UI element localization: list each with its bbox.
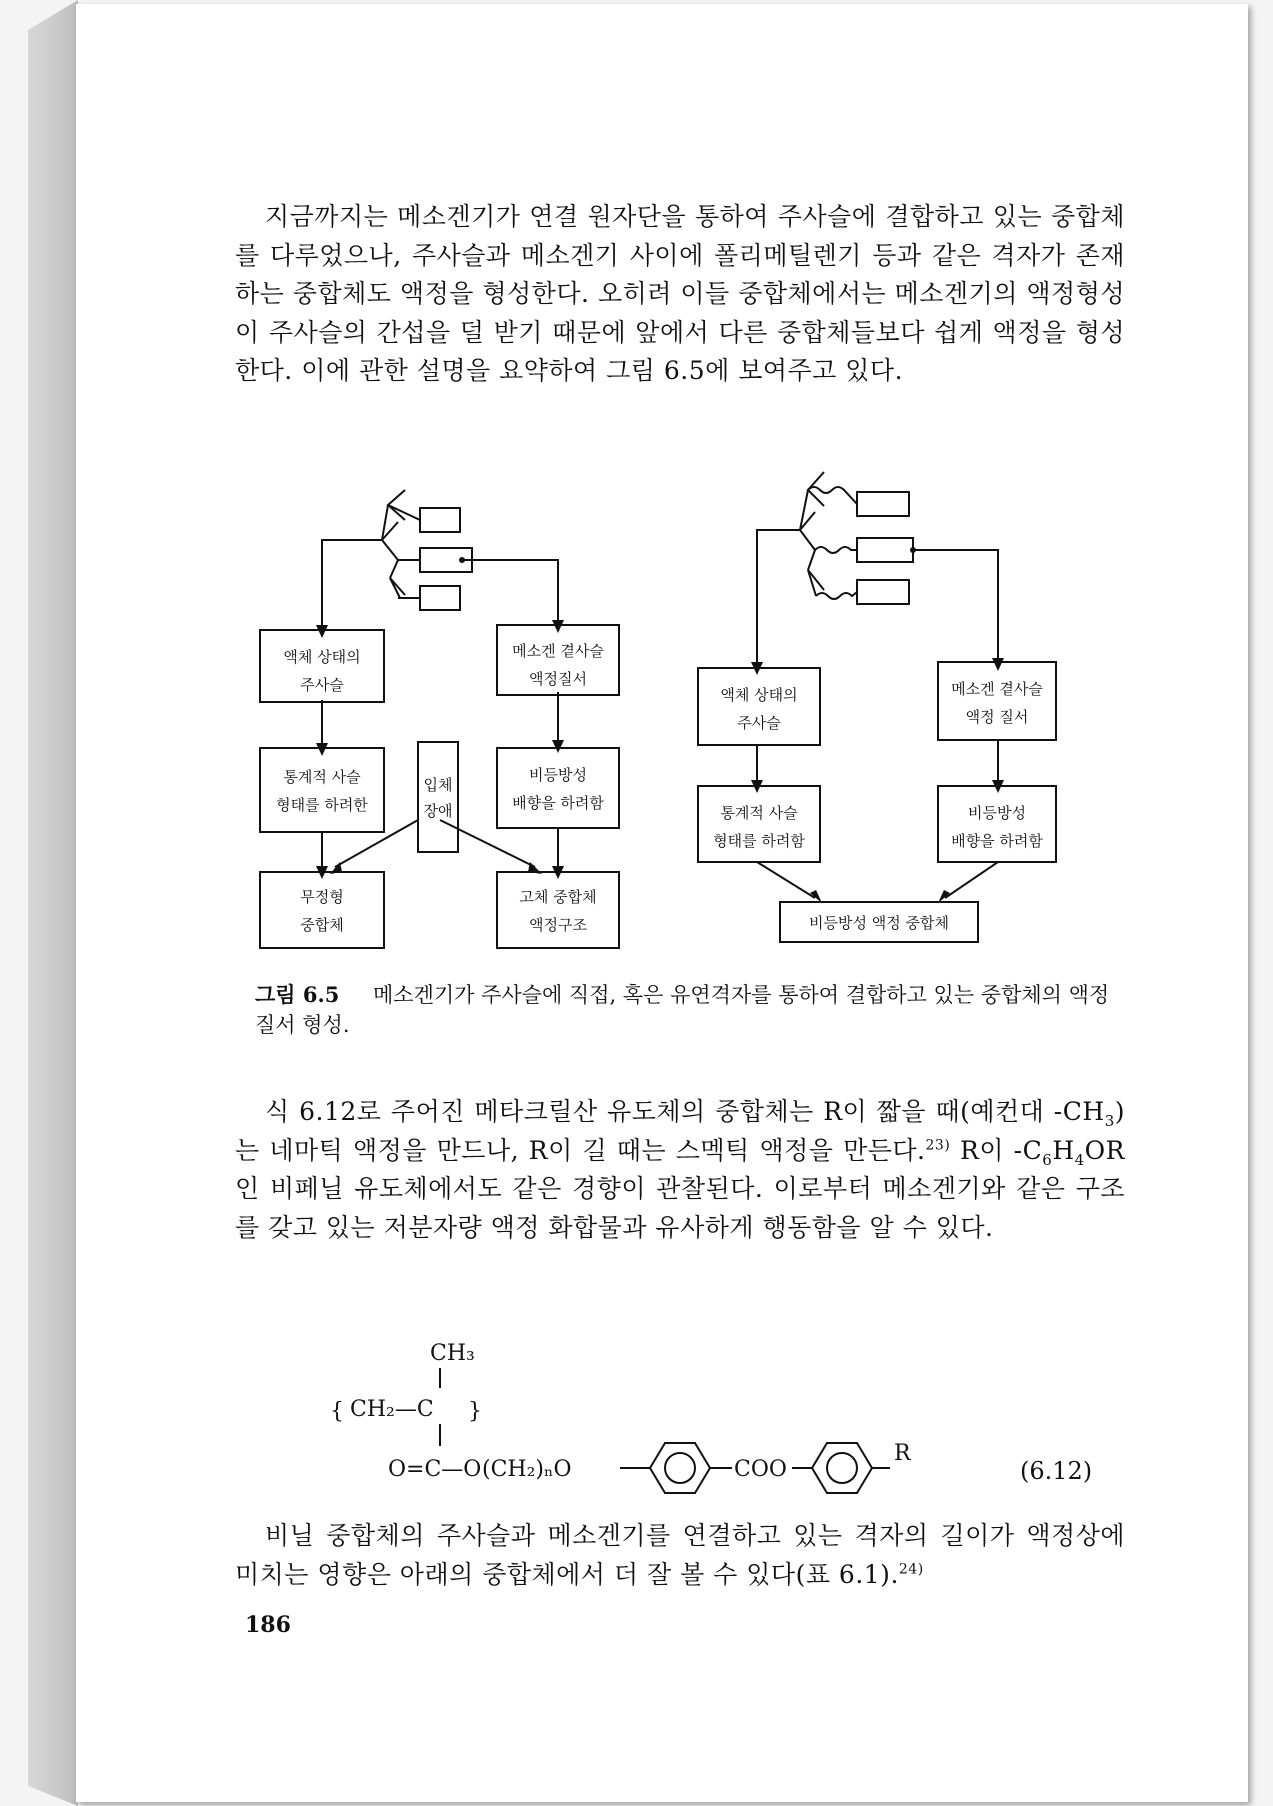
left-box-solid xyxy=(497,872,619,948)
left-steric-line2: 장애 xyxy=(423,802,453,820)
formula-ch3: CH₃ xyxy=(430,1341,475,1366)
equation-number: (6.12) xyxy=(1020,1457,1093,1485)
right-stat-line2: 형태를 하려함 xyxy=(713,832,805,850)
caption-text: 메소겐기가 주사슬에 직접, 혹은 유연격자를 통하여 결합하고 있는 중합체의 액정 질서 형성. xyxy=(255,983,1110,1037)
formula-backbone: CH₂—C xyxy=(350,1397,434,1422)
right-result-text: 비등방성 액정 중합체 xyxy=(809,914,949,932)
left-aniso-line1: 비등방성 xyxy=(529,766,587,784)
left-solid-line1: 고체 중합체 xyxy=(519,888,597,906)
right-box-mesogen-order xyxy=(938,662,1056,740)
formula-6-12 xyxy=(330,1341,912,1493)
left-box-anisotropic xyxy=(497,748,619,828)
figure-caption xyxy=(255,980,1125,1040)
formula-bracket-right: } xyxy=(468,1399,482,1424)
left-mesogen-line1: 메소겐 곁사슬 xyxy=(512,642,604,660)
right-aniso-line1: 비등방성 xyxy=(968,804,1026,822)
right-mesogen-box-3 xyxy=(857,580,909,604)
right-mesogen-box-2 xyxy=(857,538,913,562)
page-number: 186 xyxy=(245,1612,291,1638)
left-solid-line2: 액정구조 xyxy=(529,916,587,934)
left-box-steric xyxy=(418,742,458,852)
left-mesogen-line2: 액정질서 xyxy=(529,670,587,688)
left-box-statistical xyxy=(260,748,384,832)
benzene-ring-1 xyxy=(650,1443,710,1493)
right-box-statistical xyxy=(698,786,820,862)
caption-label: 그림 6.5 xyxy=(255,982,340,1007)
left-amorph-line1: 무정형 xyxy=(300,888,344,906)
paragraph-intro: 지금까지는 메소겐기가 연결 원자단을 통하여 주사슬에 결합하고 있는 중합체를 다루었으나, 주사슬과 메소겐기 사이에 폴리메틸렌기 등과 같은 격자가 존재하는 중합체도 액정을 형성한다. 오히려 이들 중합체에서는 메소겐기의 액정형성이 주사슬의 간섭을 덜 받기 때문에 앞에서 다른 중합체들보다 쉽게 액정을 형성한다. 이에 관한 설명을 요약하여 그림 6.5에 보여주고 있다. xyxy=(235,202,1125,385)
left-mesogen-box-3 xyxy=(420,586,460,610)
left-stat-line1: 통계적 사슬 xyxy=(283,768,361,786)
formula-r: R xyxy=(894,1441,911,1466)
right-mesogen-box-1 xyxy=(857,492,909,516)
right-liquid-line2: 주사슬 xyxy=(737,714,781,732)
footnote-ref-23[interactable]: 23) xyxy=(925,1137,951,1154)
benzene-ring-2 xyxy=(812,1443,872,1493)
left-amorph-line2: 중합체 xyxy=(300,916,344,934)
paragraph-methacrylate: 식 6.12로 주어진 메타크릴산 유도체의 중합체는 R이 짧을 때(예컨대 $-CH_3$)는 네마틱 액정을 만드나, R이 길 때는 스멕틱 액정을 만든다.$^{23)}$ R이 $-C_6H_4OR$인 비페닐 유도체에서도 같은 경향이 관찰된다. 이로부터 메소겐기와 같은 구조를 갖고 있는 저분자량 액정 화합물과 유사하게 행동함을 알 수 있다. xyxy=(235,1097,1125,1242)
formula-bracket-left: { xyxy=(330,1399,344,1424)
right-chain xyxy=(800,472,857,599)
left-mesogen-box-1 xyxy=(420,508,460,532)
paragraph-spacer-length: 비닐 중합체의 주사슬과 메소겐기를 연결하고 있는 격자의 길이가 액정상에 미치는 영향은 아래의 중합체에서 더 잘 볼 수 있다(표 6.1).$^{24)}$ xyxy=(235,1521,1125,1589)
left-steric-line1: 입체 xyxy=(423,776,453,794)
right-liquid-line1: 액체 상태의 xyxy=(720,686,798,704)
right-stat-line1: 통계적 사슬 xyxy=(720,804,798,822)
right-mesogen-line2: 액정 질서 xyxy=(965,708,1029,726)
formula-coo: COO xyxy=(734,1457,787,1482)
footnote-ref-24[interactable]: 24) xyxy=(898,1561,924,1578)
right-box-liquid-chain xyxy=(698,668,820,745)
left-liquid-line1: 액체 상태의 xyxy=(283,648,361,666)
right-box-anisotropic xyxy=(938,786,1056,862)
left-aniso-line2: 배향을 하려함 xyxy=(512,794,604,812)
formula-ester: O=C—O xyxy=(388,1457,482,1482)
left-box-amorphous xyxy=(260,872,384,948)
formula-spacer: (CH₂)ₙO xyxy=(482,1457,572,1482)
left-chain xyxy=(382,490,420,598)
left-liquid-line2: 주사슬 xyxy=(300,676,344,694)
right-mesogen-line1: 메소겐 곁사슬 xyxy=(951,680,1043,698)
left-stat-line2: 형태를 하려한 xyxy=(276,796,368,814)
right-aniso-line2: 배향을 하려함 xyxy=(951,832,1043,850)
